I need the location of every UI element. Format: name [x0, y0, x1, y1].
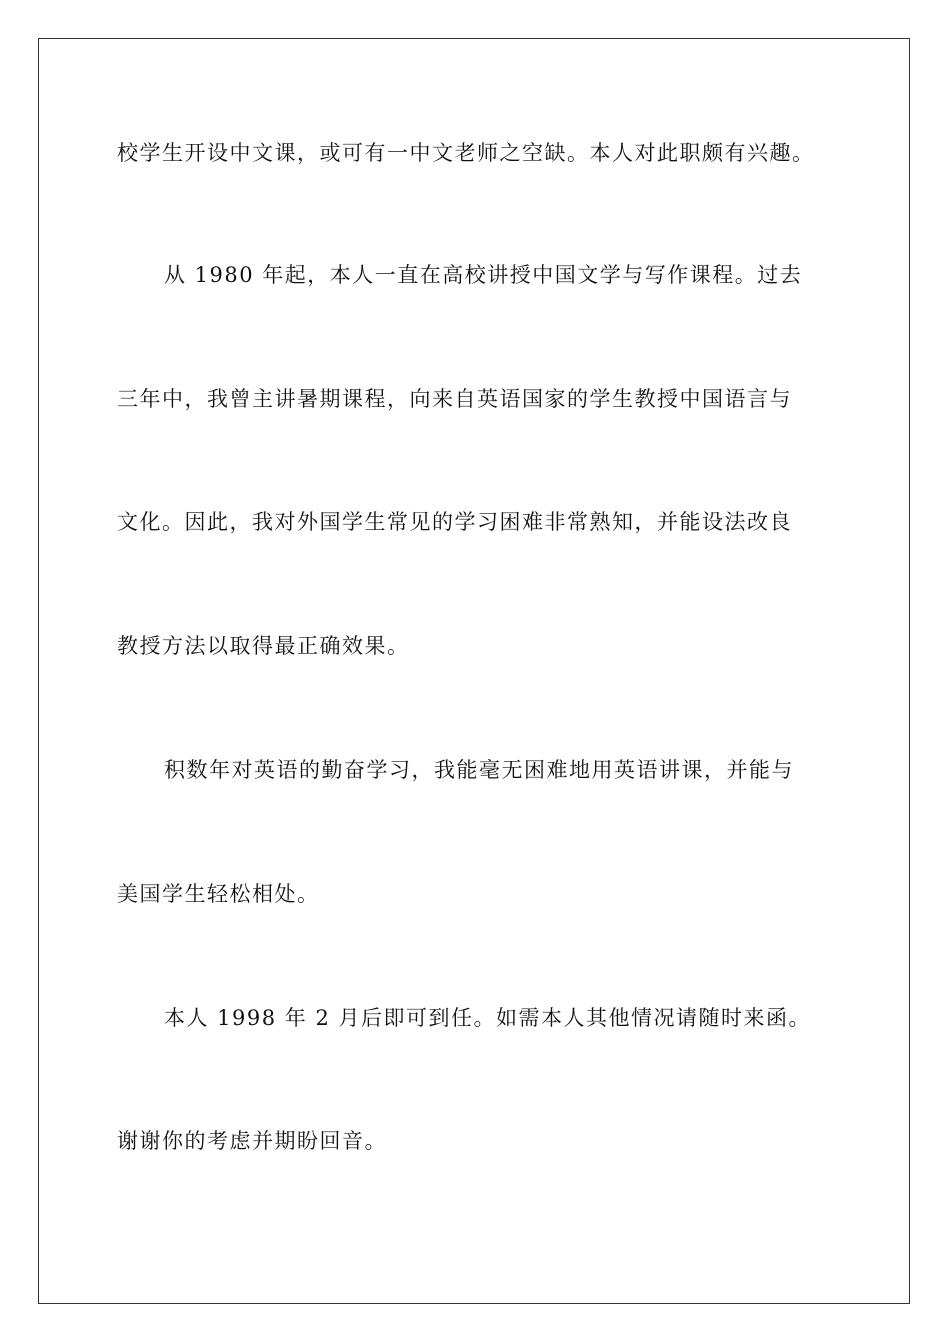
text-line: 谢谢你的考虑并期盼回音。: [117, 1129, 387, 1153]
text-line: 教授方法以取得最正确效果。: [117, 634, 410, 658]
paragraph-start-line: 积数年对英语的勤奋学习，我能毫无困难地用英语讲课，并能与: [164, 758, 794, 782]
page-border: [38, 38, 910, 1304]
text-line: 文化。因此，我对外国学生常见的学习困难非常熟知，并能设法改良: [117, 510, 792, 534]
paragraph-start-line: 本人 1998 年 2 月后即可到任。如需本人其他情况请随时来函。: [164, 1006, 812, 1030]
text-line: 校学生开设中文课，或可有一中文老师之空缺。本人对此职颇有兴趣。: [117, 141, 815, 165]
text-line: 美国学生轻松相处。: [117, 882, 320, 906]
text-line: 三年中，我曾主讲暑期课程，向来自英语国家的学生教授中国语言与: [117, 387, 792, 411]
paragraph-start-line: 从 1980 年起，本人一直在高校讲授中国文学与写作课程。过去: [164, 263, 803, 287]
